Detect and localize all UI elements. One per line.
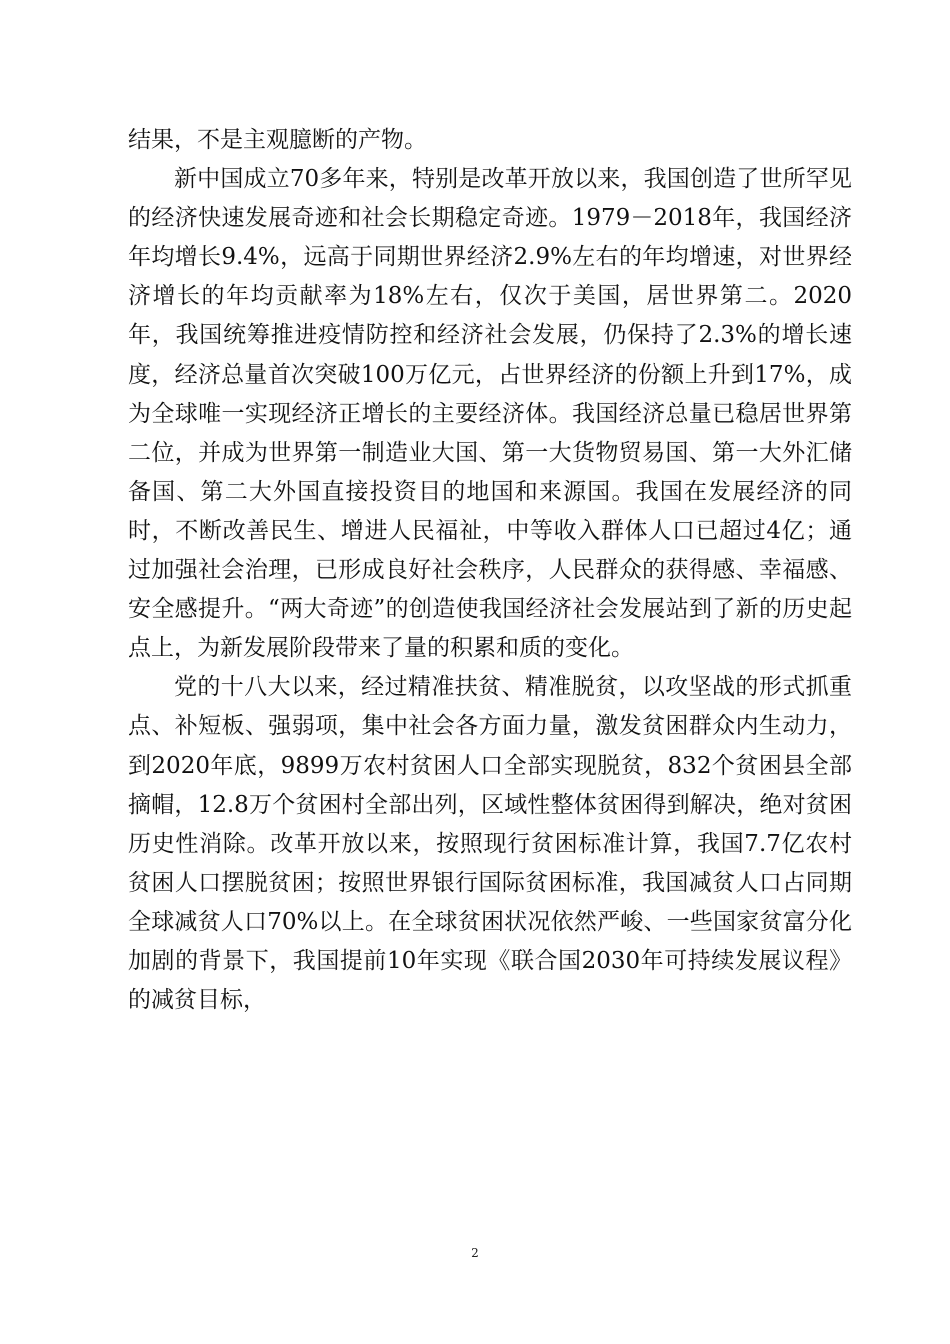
paragraph-poverty-alleviation: 党的十八大以来，经过精准扶贫、精准脱贫，以攻坚战的形式抓重点、补短板、强弱项，集中社会各方面力量，激发贫困群众内生动力，到2020年底，9899万农村贫困人口全部实现脱贫，832个贫困县全部摘帽，12.8万个贫困村全部出列，区域性整体贫困得到解决，绝对贫困历史性消除。改革开放以来，按照现行贫困标准计算，我国7.7亿农村贫困人口摆脱贫困；按照世界银行国际贫困标准，我国减贫人口占同期全球减贫人口70%以上。在全球贫困状况依然严峻、一些国家贫富分化加剧的背景下，我国提前10年实现《联合国2030年可持续发展议程》的减贫目标， bbox=[128, 674, 852, 1014]
page-number: 2 bbox=[471, 1246, 479, 1260]
document-body bbox=[128, 121, 852, 1020]
paragraph-continuation: 结果，不是主观臆断的产物。 bbox=[128, 127, 427, 153]
paragraph-economic-miracle: 新中国成立70多年来，特别是改革开放以来，我国创造了世所罕见的经济快速发展奇迹和社会长期稳定奇迹。1979－2018年，我国经济年均增长9.4%，远高于同期世界经济2.9%左右的年均增速，对世界经济增长的年均贡献率为18%左右，仅次于美国，居世界第二。2020年，我国统筹推进疫情防控和经济社会发展，仍保持了2.3%的增长速度，经济总量首次突破100万亿元，占世界经济的份额上升到17%，成为全球唯一实现经济正增长的主要经济体。我国经济总量已稳居世界第二位，并成为世界第一制造业大国、第一大货物贸易国、第一大外汇储备国、第二大外国直接投资目的地国和来源国。我国在发展经济的同时，不断改善民生、增进人民福祉，中等收入群体人口已超过4亿；通过加强社会治理，已形成良好社会秩序，人民群众的获得感、幸福感、安全感提升。“两大奇迹”的创造使我国经济社会发展站到了新的历史起点上，为新发展阶段带来了量的积累和质的变化。 bbox=[128, 166, 852, 662]
